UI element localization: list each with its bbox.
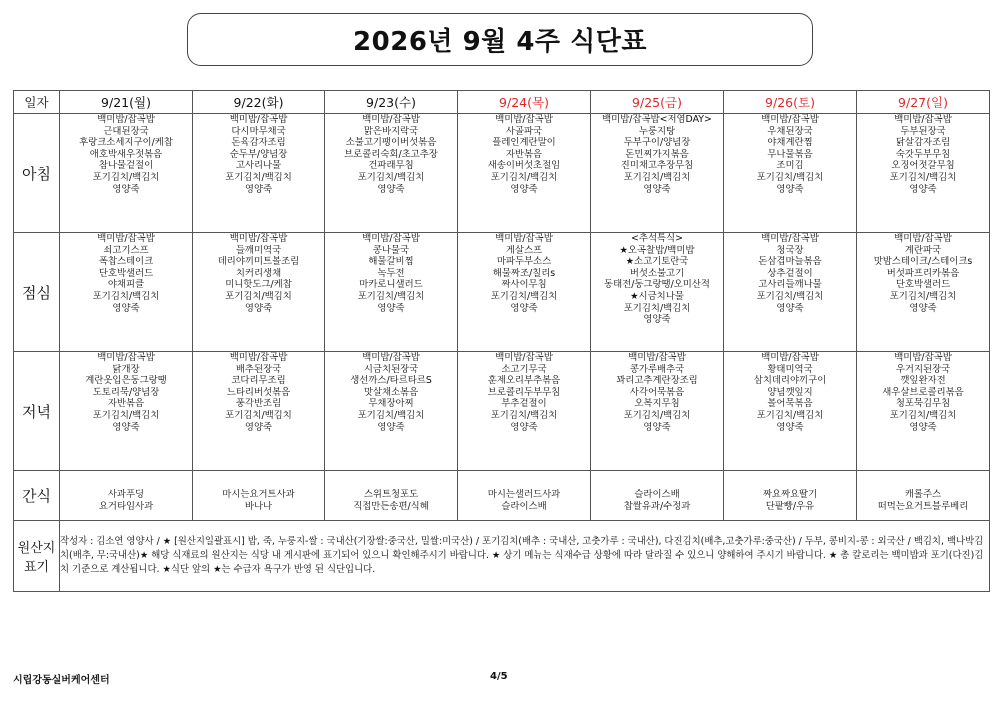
menu-item: 마시는요거트사과 [222, 489, 295, 500]
menu-item: 단호박샐러드 [895, 279, 951, 291]
menu-item: 닭살감자조림 [895, 137, 951, 149]
menu-item: 계란파국 [904, 244, 942, 256]
menu-item: 마시는샐러드사과 [487, 489, 561, 500]
menu-item: 깻잎완자전 [900, 375, 946, 387]
menu-item: 자반볶음 [107, 398, 145, 410]
menu-cell [325, 114, 458, 233]
menu-item: 새우살브로콜리볶음 [882, 386, 964, 398]
meal-label: 아침 [14, 114, 60, 233]
menu-item: 영양죽 [510, 302, 538, 314]
meal-row [14, 471, 990, 521]
menu-item: 진미채고추장무침 [620, 160, 694, 172]
menu-item: 슬라이스배 [501, 500, 547, 512]
menu-item: 슬라이스배 [634, 489, 680, 500]
menu-cell [458, 233, 591, 352]
menu-item: 영양죽 [643, 314, 671, 326]
menu-item: 청포묵김무침 [895, 398, 951, 410]
menu-item: 포기김치/백김치 [92, 409, 160, 421]
menu-cell [458, 114, 591, 233]
menu-item: 영양죽 [510, 183, 538, 195]
menu-item: 무채장아찌 [368, 398, 414, 410]
menu-cell [724, 114, 857, 233]
day-header: 9/23(수) [325, 91, 458, 114]
menu-item: 마파두부소스 [496, 256, 552, 268]
menu-item: 부추겉절이 [501, 398, 547, 410]
menu-item: 짜사이무침 [501, 279, 547, 291]
menu-item: 백미밥/잡곡밥 [229, 352, 288, 363]
menu-item: 후랑크소세지구이/케찹 [79, 137, 173, 149]
menu-item: 단팥빵/우유 [765, 500, 815, 512]
menu-item: 백미밥/잡곡밥 [761, 352, 819, 363]
day-header: 9/27(일) [857, 91, 990, 114]
menu-item: 삼치데리야끼구이 [753, 375, 827, 387]
menu-item: 포기김치/백김치 [889, 171, 957, 183]
menu-item: 바나나 [244, 500, 273, 512]
menu-item: 포기김치/백김치 [225, 409, 292, 421]
menu-cell [325, 352, 458, 471]
menu-item: 포기김치/백김치 [889, 409, 957, 421]
day-header: 9/24(목) [458, 91, 591, 114]
menu-cell [591, 352, 724, 471]
menu-item: 포기김치/백김치 [225, 171, 292, 183]
menu-cell [724, 233, 857, 352]
menu-item: 치커리생채 [235, 267, 282, 279]
menu-item: 포기김치/백김치 [756, 409, 824, 421]
menu-cell [193, 233, 325, 352]
menu-item: 백미밥/잡곡밥 [229, 114, 288, 125]
menu-item: 요거타임사과 [98, 500, 154, 512]
menu-item: 백미밥/잡곡밥<저염DAY> [602, 114, 712, 125]
menu-item: 느타리버섯볶음 [226, 386, 291, 398]
meal-label: 간식 [14, 471, 60, 521]
menu-item: 두부구이/양념장 [623, 137, 691, 149]
menu-item: 건파래무침 [368, 160, 414, 172]
menu-item: 폭찹스테이크 [98, 256, 154, 268]
menu-item: 스위트청포도 [363, 489, 419, 500]
menu-cell [193, 352, 325, 471]
menu-item: ★소고기토란국 [625, 256, 689, 268]
page-number: 4/5 [490, 671, 508, 682]
menu-item: <추석특식> [631, 233, 683, 244]
menu-item: 포기김치/백김치 [225, 290, 292, 302]
menu-item: 누룽지탕 [638, 125, 676, 137]
origin-row [14, 521, 990, 592]
origin-label: 원산지 표기 [14, 521, 60, 592]
menu-item: 포기김치/백김치 [92, 171, 160, 183]
menu-item: 영양죽 [643, 183, 671, 195]
menu-item: 게살스프 [505, 244, 543, 256]
menu-item: 백미밥/잡곡밥 [894, 233, 952, 244]
menu-item: 브로콜리두부무침 [487, 386, 561, 398]
menu-item: 두부된장국 [900, 125, 946, 137]
menu-item: 맑은바지락국 [363, 125, 419, 137]
page-title: 2026년 9월 4주 식단표 [187, 13, 813, 66]
menu-item: 근대된장국 [103, 125, 149, 137]
menu-item: 꽈리고추계란장조림 [616, 375, 698, 387]
menu-item: 고사리들깨나물 [758, 279, 822, 291]
menu-item: 영양죽 [776, 183, 804, 195]
menu-item: 백미밥/잡곡밥 [229, 233, 288, 244]
menu-item: 사각어묵볶음 [629, 386, 685, 398]
menu-cell [591, 114, 724, 233]
menu-item: 돈삼겹마늘볶음 [758, 256, 822, 268]
menu-item: 백미밥/잡곡밥 [97, 352, 155, 363]
menu-cell [857, 471, 990, 521]
meal-rows [14, 114, 990, 521]
menu-cell [325, 471, 458, 521]
menu-item: 백미밥/잡곡밥 [628, 352, 686, 363]
menu-item: 백미밥/잡곡밥 [97, 114, 155, 125]
menu-item: 영양죽 [909, 302, 937, 314]
menu-item: 시금치된장국 [363, 363, 419, 375]
menu-item: 참나물겉절이 [98, 160, 154, 172]
menu-item: 포기김치/백김치 [490, 290, 558, 302]
menu-item: 백미밥/잡곡밥 [495, 233, 553, 244]
menu-item: 양념깻잎지 [767, 386, 813, 398]
menu-item: 계란옷입은동그랑땡 [85, 375, 167, 387]
menu-item: 영양죽 [909, 183, 937, 195]
menu-item: 짜요짜요딸기 [762, 489, 818, 500]
menu-item: 포기김치/백김치 [490, 409, 558, 421]
menu-item: 청국장 [776, 244, 804, 256]
menu-item: 다시마무채국 [231, 125, 286, 137]
menu-item: 버섯소불고기 [629, 267, 685, 279]
menu-item: 오징어젓갈무침 [891, 160, 955, 172]
menu-item: 영양죽 [244, 183, 273, 195]
menu-item: 포기김치/백김치 [357, 290, 425, 302]
menu-item: 포기김치/백김치 [623, 171, 691, 183]
menu-item: 생선까스/타르타르S [350, 375, 432, 387]
menu-item: 직접만든송편/식혜 [353, 500, 429, 512]
menu-cell [458, 471, 591, 521]
menu-cell [724, 471, 857, 521]
menu-item: 포기김치/백김치 [92, 290, 160, 302]
menu-cell [60, 352, 193, 471]
menu-item: 동태전/동그랑땡/오미산적 [604, 279, 710, 291]
meal-row [14, 114, 990, 233]
menu-item: 포기김치/백김치 [756, 290, 824, 302]
menu-item: 버섯파프리카볶음 [886, 267, 960, 279]
menu-item: 영양죽 [776, 421, 804, 433]
day-header: 9/21(월) [60, 91, 193, 114]
menu-item: 쇠고기스프 [103, 244, 149, 256]
menu-item: 소불고기팽이버섯볶음 [345, 137, 437, 149]
menu-item: 영양죽 [244, 421, 273, 433]
menu-item: 들깨미역국 [235, 244, 282, 256]
menu-item: 황태미역국 [767, 363, 813, 375]
menu-item: 백미밥/잡곡밥 [894, 352, 952, 363]
menu-cell [857, 233, 990, 352]
day-header: 9/22(화) [193, 91, 325, 114]
menu-item: 포기김치/백김치 [623, 302, 691, 314]
menu-item: 숙갓두부무침 [895, 148, 951, 160]
header-row [14, 91, 990, 114]
menu-item: 백미밥/잡곡밥 [761, 114, 819, 125]
meal-row [14, 352, 990, 471]
menu-item: 백미밥/잡곡밥 [362, 233, 420, 244]
menu-cell [458, 352, 591, 471]
menu-item: 포기김치/백김치 [756, 171, 824, 183]
menu-item: 무나물볶음 [767, 148, 813, 160]
menu-item: 미니핫도그/케찹 [225, 279, 292, 291]
menu-item: 포기김치/백김치 [623, 409, 691, 421]
menu-item: 소고기무국 [501, 363, 547, 375]
origin-text: 작성자 : 김소연 영양사 / ★ [원산지일괄표시] 밥, 죽, 누룽지-쌀 : 국내산(기장쌀:중국산, 밀쌀:미국산) / 포기김치(배추 : 국내산, 고춧가루 : 국내산), 다진김치(배추,고춧가루:중국산) / 두부, 콩비지-콩 : 외국산 / 백김치, 백나박김치(배추, 무:국내산)★ 해당 식재료의 원산지는 식당 내 게시판에 표기되어 있으니 확인해주시기 바랍니다. ★ 상기 메뉴는 식재수급 상황에 따라 달라질 수 있으니 양해하여 주시기 바랍니다. ★ 총 칼로리는 백미밥과 포기(다진)김치 기준으로 계산됩니다. ★식단 앞의 ★는 수급자 욕구가 반영 된 식단입니다. [60, 521, 990, 592]
menu-item: 영양죽 [112, 421, 140, 433]
menu-item: 풍각반조림 [235, 398, 282, 410]
menu-item: 데리야끼미트볼조림 [217, 256, 300, 268]
menu-item: 새송이버섯초절임 [487, 160, 561, 172]
menu-item: 조미김 [776, 160, 804, 172]
menu-item: 우거지된장국 [895, 363, 951, 375]
menu-item: 백미밥/잡곡밥 [362, 114, 420, 125]
menu-item: 맛살채소볶음 [363, 386, 419, 398]
menu-item: 영양죽 [909, 421, 937, 433]
menu-cell [591, 233, 724, 352]
menu-item: 단호박샐러드 [98, 267, 154, 279]
menu-item: 상추겉절이 [767, 267, 813, 279]
menu-item: 영양죽 [643, 421, 671, 433]
menu-item: 백미밥/잡곡밥 [495, 114, 553, 125]
menu-item: 포기김치/백김치 [357, 171, 425, 183]
meal-row [14, 233, 990, 352]
menu-item: 백미밥/잡곡밥 [97, 233, 155, 244]
menu-item: 콩가루배추국 [629, 363, 685, 375]
menu-item: ★시금치나물 [630, 290, 684, 302]
menu-item: 캐롤주스 [904, 489, 942, 500]
menu-item: 콩나물국 [372, 244, 410, 256]
day-header: 9/25(금) [591, 91, 724, 114]
menu-item: 영양죽 [377, 421, 405, 433]
menu-item: 자반볶음 [505, 148, 543, 160]
menu-cell [60, 114, 193, 233]
menu-item: 백미밥/잡곡밥 [495, 352, 553, 363]
menu-item: 돈민찌가지볶음 [625, 148, 689, 160]
menu-cell [857, 114, 990, 233]
day-header: 9/26(토) [724, 91, 857, 114]
menu-item: 백미밥/잡곡밥 [761, 233, 819, 244]
menu-item: 브로콜리숙회/초고추장 [344, 148, 438, 160]
meal-label: 점심 [14, 233, 60, 352]
menu-cell [193, 114, 325, 233]
menu-item: 영양죽 [377, 183, 405, 195]
menu-item: 사골파국 [505, 125, 543, 137]
menu-cell [60, 471, 193, 521]
menu-item: 사과푸딩 [107, 489, 145, 500]
menu-item: 애호박새우젓볶음 [89, 148, 163, 160]
menu-cell [193, 471, 325, 521]
menu-item: 백미밥/잡곡밥 [894, 114, 952, 125]
menu-item: 닭개장 [112, 363, 140, 375]
menu-item: 녹두전 [377, 267, 405, 279]
menu-item: ★오곡찰밥/백미밥 [619, 244, 695, 256]
date-header-label: 일자 [14, 91, 60, 114]
menu-item: 배추된장국 [235, 363, 282, 375]
organization-name: 시립강동실버케어센터 [13, 675, 110, 686]
menu-item: 맛밤스테이크/스테이크s [873, 256, 973, 268]
menu-item: 찹쌀유과/수정과 [623, 500, 691, 512]
menu-item: 코다리무조림 [231, 375, 286, 387]
menu-item: 포기김치/백김치 [357, 409, 425, 421]
menu-item: 해물갈비찜 [368, 256, 414, 268]
menu-item: 영양죽 [244, 302, 273, 314]
menu-item: 해물짜조/칠리s [492, 267, 556, 279]
menu-item: 오복지무침 [634, 398, 680, 410]
menu-item: 고사리나물 [235, 160, 282, 172]
menu-item: 떠먹는요거트블루베리 [877, 500, 969, 512]
menu-item: 야채피클 [107, 279, 145, 291]
menu-cell [857, 352, 990, 471]
menu-item: 플레인계란말이 [492, 137, 556, 149]
menu-item: 영양죽 [776, 302, 804, 314]
menu-item: 도토리묵/양념장 [92, 386, 160, 398]
menu-item: 포기김치/백김치 [490, 171, 558, 183]
menu-cell [724, 352, 857, 471]
menu-item: 돈육감자조림 [231, 137, 286, 149]
menu-item: 포기김치/백김치 [889, 290, 957, 302]
menu-table [13, 90, 990, 592]
menu-item: 마카로니샐러드 [359, 279, 423, 291]
menu-item: 훈제오리부추볶음 [487, 375, 561, 387]
menu-item: 야채계란찜 [767, 137, 813, 149]
menu-item: 영양죽 [112, 302, 140, 314]
menu-cell [60, 233, 193, 352]
menu-cell [325, 233, 458, 352]
menu-item: 영양죽 [510, 421, 538, 433]
menu-cell [591, 471, 724, 521]
menu-item: 볼어묵볶음 [767, 398, 813, 410]
menu-item: 영양죽 [377, 302, 405, 314]
menu-item: 순두부/양념장 [229, 148, 288, 160]
menu-item: 우채된장국 [767, 125, 813, 137]
menu-item: 백미밥/잡곡밥 [362, 352, 420, 363]
menu-item: 영양죽 [112, 183, 140, 195]
meal-label: 저녁 [14, 352, 60, 471]
